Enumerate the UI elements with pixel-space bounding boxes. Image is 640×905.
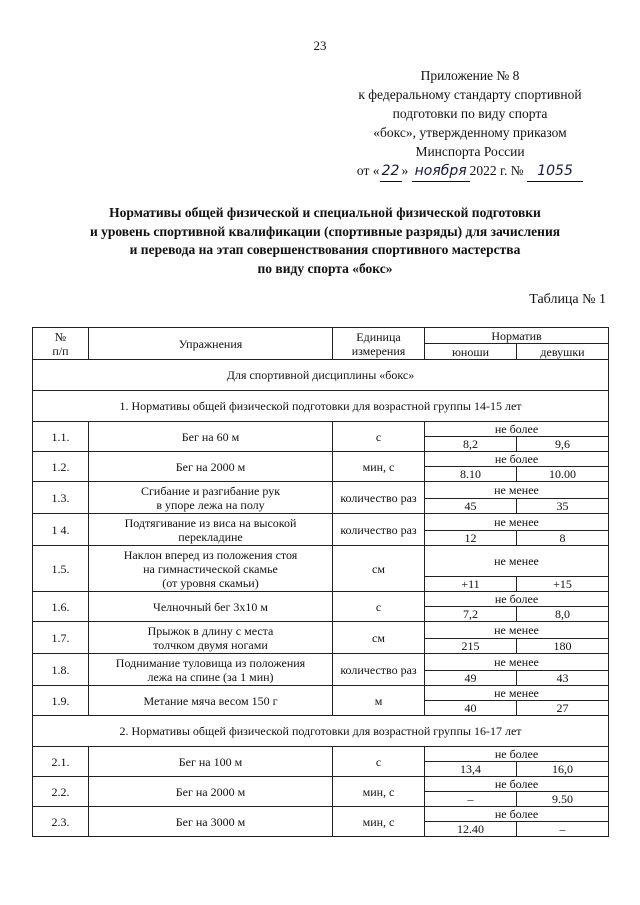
row-unit: мин, с	[333, 777, 425, 807]
row-girls-value: 8,0	[517, 607, 609, 622]
row-boys-value: 12	[425, 531, 517, 546]
appendix-line: подготовки по виду спорта	[392, 106, 548, 121]
row-limit: не более	[425, 807, 609, 822]
row-boys-value: 45	[425, 499, 517, 514]
table-row	[33, 686, 609, 701]
title-line: Нормативы общей физической и специальной физической подготовки	[109, 205, 541, 220]
row-limit: не более	[425, 777, 609, 792]
row-limit: не менее	[425, 686, 609, 701]
order-line	[330, 161, 610, 182]
row-unit: с	[333, 747, 425, 777]
row-num: 1.8.	[33, 654, 89, 686]
row-exercise: Прыжок в длину с места толчком двумя ногами	[89, 622, 333, 654]
row-boys-value: 40	[425, 701, 517, 716]
row-limit: не менее	[425, 546, 609, 577]
appendix-line: «бокс», утвержденному приказом	[373, 125, 567, 140]
row-num: 2.1.	[33, 747, 89, 777]
row-unit: м	[333, 686, 425, 716]
row-boys-value: 8.10	[425, 467, 517, 482]
row-limit: не более	[425, 452, 609, 467]
row-exercise: Бег на 3000 м	[89, 807, 333, 837]
order-quote-close: »	[401, 163, 409, 178]
table-row	[33, 452, 609, 467]
row-exercise: Наклон вперед из положения стоя на гимнастической скамье (от уровня скамьи)	[89, 546, 333, 592]
row-unit: с	[333, 422, 425, 452]
row-exercise: Бег на 60 м	[89, 422, 333, 452]
order-month: ноября	[412, 162, 470, 182]
row-girls-value: 180	[517, 639, 609, 654]
table-row	[33, 622, 609, 639]
row-num: 1.3.	[33, 482, 89, 514]
order-number: 1055	[527, 162, 583, 182]
section-title-row: 2. Нормативы общей физической подготовки для возрастной группы 16-17 лет	[33, 716, 609, 747]
row-boys-value: 7,2	[425, 607, 517, 622]
row-exercise: Челночный бег 3x10 м	[89, 592, 333, 622]
title-line: и перевода на этап совершенствования спортивного мастерства	[129, 242, 521, 257]
row-unit: количество раз	[333, 654, 425, 686]
table-row	[33, 422, 609, 437]
row-limit: не более	[425, 422, 609, 437]
row-girls-value: 43	[517, 671, 609, 686]
table-row	[33, 546, 609, 577]
row-girls-value: 9.50	[517, 792, 609, 807]
header-norm: Норматив	[425, 328, 609, 344]
row-girls-value: –	[517, 822, 609, 837]
row-boys-value: 215	[425, 639, 517, 654]
row-boys-value: 13,4	[425, 762, 517, 777]
header-girls: девушки	[517, 344, 609, 360]
appendix-line: к федеральному стандарту спортивной	[358, 87, 582, 102]
table-row	[33, 747, 609, 762]
row-exercise: Бег на 2000 м	[89, 452, 333, 482]
row-num: 2.2.	[33, 777, 89, 807]
row-unit: мин, с	[333, 452, 425, 482]
header-num: № п/п	[33, 328, 89, 360]
section-title-row: 1. Нормативы общей физической подготовки для возрастной группы 14-15 лет	[33, 391, 609, 422]
row-unit: мин, с	[333, 807, 425, 837]
row-boys-value: 12.40	[425, 822, 517, 837]
row-girls-value: 27	[517, 701, 609, 716]
header-boys: юноши	[425, 344, 517, 360]
table-row	[33, 654, 609, 671]
row-unit: см	[333, 546, 425, 592]
row-num: 1.1.	[33, 422, 89, 452]
table-row	[33, 592, 609, 607]
order-year: 2022 г. №	[469, 163, 524, 178]
title-line: и уровень спортивной квалификации (спортивные разряды) для зачисления	[89, 223, 561, 239]
row-exercise: Бег на 100 м	[89, 747, 333, 777]
row-exercise: Метание мяча весом 150 г	[89, 686, 333, 716]
table-row	[33, 807, 609, 822]
row-limit: не более	[425, 592, 609, 607]
order-day: 22	[380, 162, 402, 182]
row-limit: не менее	[425, 514, 609, 531]
row-num: 1.6.	[33, 592, 89, 622]
row-girls-value: 16,0	[517, 762, 609, 777]
row-girls-value: 10.00	[517, 467, 609, 482]
title-line: по виду спорта «бокс»	[257, 260, 393, 276]
row-exercise: Сгибание и разгибание рук в упоре лежа на полу	[89, 482, 333, 514]
row-boys-value: +11	[425, 577, 517, 592]
row-num: 1.2.	[33, 452, 89, 482]
row-exercise: Поднимание туловища из положения лежа на спине (за 1 мин)	[89, 654, 333, 686]
row-girls-value: 35	[517, 499, 609, 514]
row-num: 1.5.	[33, 546, 89, 592]
row-unit: с	[333, 592, 425, 622]
table-row	[33, 482, 609, 499]
appendix-line: Приложение № 8	[420, 68, 520, 83]
discipline-row: Для спортивной дисциплины «бокс»	[33, 360, 609, 391]
row-boys-value: 8,2	[425, 437, 517, 452]
row-num: 1 4.	[33, 514, 89, 546]
appendix-line: Минспорта России	[415, 144, 525, 159]
appendix-header	[330, 66, 610, 182]
header-exercise: Упражнения	[89, 328, 333, 360]
row-girls-value: 9,6	[517, 437, 609, 452]
row-boys-value: –	[425, 792, 517, 807]
order-prefix: от «	[356, 163, 380, 178]
row-limit: не менее	[425, 622, 609, 639]
row-limit: не менее	[425, 482, 609, 499]
header-unit: Единица измерения	[333, 328, 425, 360]
row-boys-value: 49	[425, 671, 517, 686]
row-num: 1.7.	[33, 622, 89, 654]
row-unit: см	[333, 622, 425, 654]
row-girls-value: +15	[517, 577, 609, 592]
row-girls-value: 8	[517, 531, 609, 546]
table-row	[33, 777, 609, 792]
row-limit: не менее	[425, 654, 609, 671]
row-limit: не более	[425, 747, 609, 762]
row-num: 2.3.	[33, 807, 89, 837]
table-row	[33, 514, 609, 531]
row-unit: количество раз	[333, 514, 425, 546]
row-exercise: Подтягивание из виса на высокой перекладине	[89, 514, 333, 546]
row-num: 1.9.	[33, 686, 89, 716]
page-number: 23	[313, 38, 327, 53]
norms-table	[32, 327, 609, 837]
table-caption: Таблица № 1	[529, 292, 606, 307]
row-exercise: Бег на 2000 м	[89, 777, 333, 807]
document-title	[40, 204, 610, 278]
row-unit: количество раз	[333, 482, 425, 514]
